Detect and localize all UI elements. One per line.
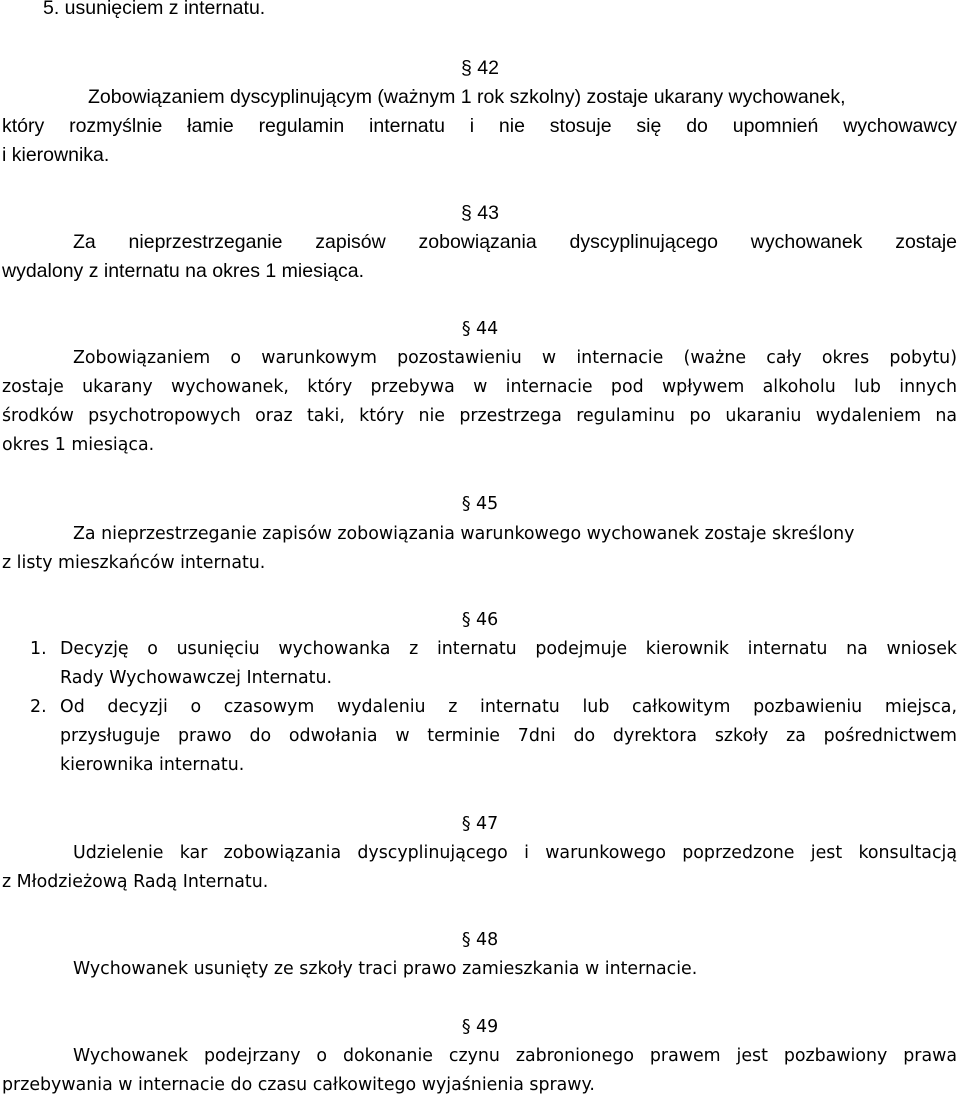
section-44-text: zostaje ukarany wychowanek, który przebywa w internacie pod wpływem alkoholu lub innych [2, 377, 957, 397]
section-42-text: który rozmyślnie łamie regulamin internatu i nie stosuje się do upomnień wychowawcy [2, 115, 957, 137]
section-47-text: Udzielenie kar zobowiązania dyscyplinującego i warunkowego poprzedzone jest konsultacją [73, 843, 957, 863]
section-45-text: Za nieprzestrzeganie zapisów zobowiązania warunkowego wychowanek zostaje skreślony [73, 524, 855, 544]
section-42-text: Zobowiązaniem dyscyplinującym (ważnym 1 rok szkolny) zostaje ukarany wychowanek, [88, 86, 846, 108]
section-44-text: Zobowiązaniem o warunkowym pozostawieniu w internacie (ważne cały okres pobytu) [73, 348, 957, 368]
section-49-heading: § 49 [461, 1017, 499, 1037]
section-46-item-text: kierownika internatu. [60, 755, 245, 775]
section-46-item-text: Rady Wychowawczej Internatu. [60, 668, 333, 688]
section-44-heading: § 44 [461, 319, 499, 339]
section-44-text: środków psychotropowych oraz taki, który nie przestrzega regulaminu po ukaraniu wydaleniem na [2, 406, 957, 426]
section-48-heading: § 48 [461, 930, 499, 950]
section-44-text: okres 1 miesiąca. [2, 435, 155, 455]
section-46-item-text: Od decyzji o czasowym wydaleniu z internatu lub całkowitym pozbawieniu miejsca, [60, 697, 957, 717]
section-43-text: Za nieprzestrzeganie zapisów zobowiązania dyscyplinującego wychowanek zostaje [73, 231, 957, 253]
section-42-text: i kierownika. [2, 144, 110, 166]
section-48-text: Wychowanek usunięty ze szkoły traci prawo zamieszkania w internacie. [73, 959, 698, 979]
section-43-heading: § 43 [461, 202, 499, 224]
section-47-text: z Młodzieżową Radą Internatu. [2, 872, 269, 892]
list-number: 2. [30, 697, 47, 717]
section-45-text: z listy mieszkańców internatu. [2, 553, 266, 573]
section-46-heading: § 46 [461, 610, 499, 630]
section-42-heading: § 42 [461, 57, 499, 79]
list-item-5: 5. usunięciem z internatu. [43, 0, 266, 19]
section-49-text: Wychowanek podejrzany o dokonanie czynu zabronionego prawem jest pozbawiony prawa [73, 1046, 957, 1066]
section-46-item-text: Decyzję o usunięciu wychowanka z internatu podejmuje kierownik internatu na wniosek [60, 639, 957, 659]
section-49-text: przebywania w internacie do czasu całkowitego wyjaśnienia sprawy. [2, 1075, 595, 1095]
section-45-heading: § 45 [461, 494, 499, 514]
section-46-item-text: przysługuje prawo do odwołania w terminie 7dni do dyrektora szkoły za pośrednictwem [60, 726, 957, 746]
list-number: 1. [30, 639, 47, 659]
section-47-heading: § 47 [461, 814, 499, 834]
section-43-text: wydalony z internatu na okres 1 miesiąca. [2, 260, 365, 282]
